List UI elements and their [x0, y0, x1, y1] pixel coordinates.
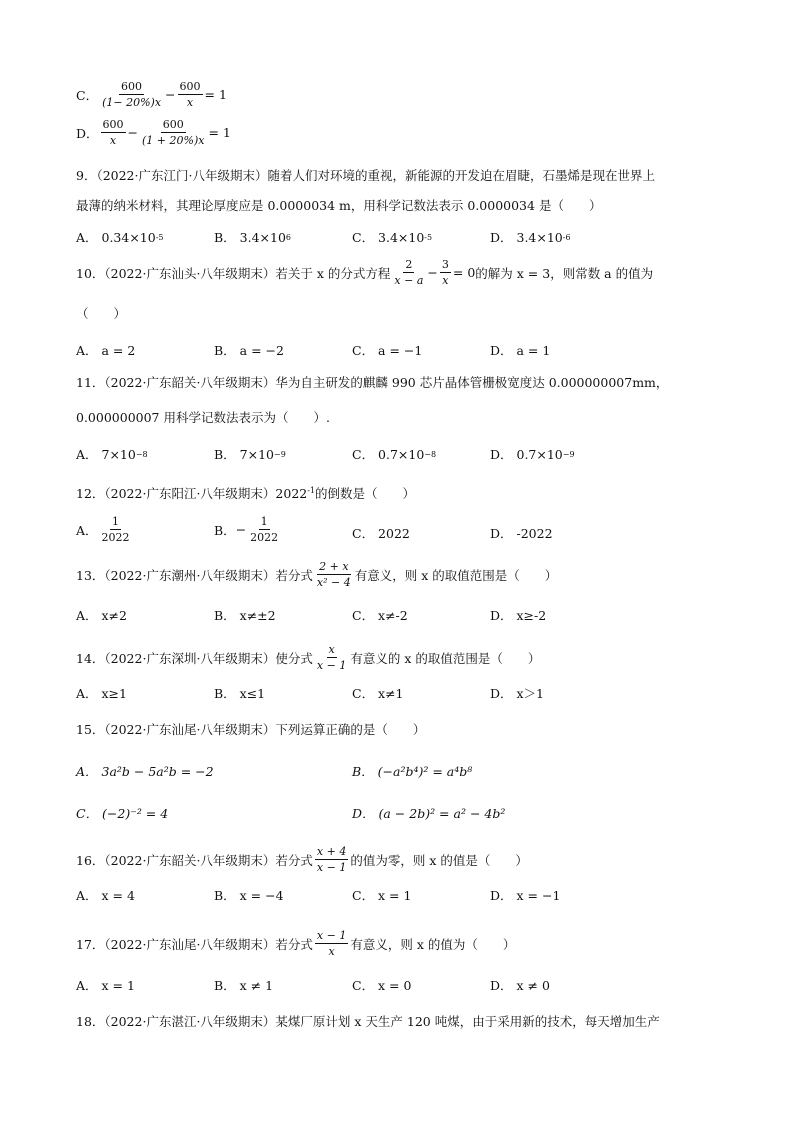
fraction	[315, 643, 348, 672]
option-text: C． 3.4×10	[352, 230, 425, 245]
q10-option-d[interactable]: D． a = 1	[490, 343, 551, 358]
q16-option-b[interactable]: B． x = −4	[214, 888, 284, 903]
option-text: B． 3.4×10	[214, 230, 286, 245]
numerator: 600	[179, 80, 201, 93]
numerator: 2	[405, 258, 413, 271]
option-text: D． 0.7×10	[490, 447, 563, 462]
denominator: x² − 4	[316, 576, 351, 589]
stem-text: 有意义，则 x 的取值范围是（ ）	[354, 567, 558, 583]
q17-option-d[interactable]: D． x ≠ 0	[490, 978, 550, 993]
stem-text: 10．（2022·广东汕头·八年级期末）若关于 x 的分式方程	[76, 265, 391, 281]
numerator: 1	[112, 515, 120, 528]
exponent: −9	[562, 449, 575, 459]
denominator: (1 + 20%)x	[142, 134, 205, 147]
q9-option-d[interactable]	[490, 228, 571, 246]
q14-option-c[interactable]: C． x≠1	[352, 686, 404, 701]
numerator: 600	[121, 80, 143, 93]
fraction	[392, 258, 425, 287]
q18-stem-line1: 18．（2022·广东湛江·八年级期末）某煤厂原计划 x 天生产 120 吨煤，由于采用新的技术，每天增加生产	[76, 1014, 660, 1029]
q15-option-c[interactable]: C． (−2)⁻² = 4	[76, 806, 169, 821]
denominator: x	[328, 945, 335, 958]
option-text: D． 3.4×10	[490, 230, 563, 245]
exponent: -1	[307, 486, 316, 495]
stem-text: 有意义，则 x 的值为（ ）	[350, 936, 516, 952]
exponent: −8	[135, 449, 148, 459]
numerator: x − 1	[316, 929, 347, 942]
denominator: x − a	[394, 274, 424, 287]
equals: = 0	[452, 265, 476, 280]
exponent: −8	[424, 449, 437, 459]
stem-text: 的值为零，则 x 的值是（ ）	[350, 852, 528, 868]
q12-option-b[interactable]	[214, 515, 282, 544]
fraction	[315, 845, 348, 874]
q17-option-b[interactable]: B． x ≠ 1	[214, 978, 274, 993]
q10-stem	[76, 258, 716, 287]
fraction	[315, 929, 348, 958]
equals: = 1	[204, 87, 227, 102]
q12-option-c[interactable]: C． 2022	[352, 526, 410, 541]
stem-text: 的解为 x = 3，则常数 a 的值为	[475, 265, 654, 281]
q11-option-c[interactable]	[352, 445, 436, 463]
numerator: 3	[441, 258, 449, 271]
minus-sign: −	[235, 522, 247, 537]
numerator: 600	[162, 118, 184, 131]
option-text: A． 7×10	[76, 447, 136, 462]
denominator: (1− 20%)x	[102, 96, 162, 109]
fraction	[440, 258, 451, 287]
q8-option-d[interactable]	[76, 118, 716, 147]
q14-stem	[76, 643, 716, 672]
stem-text: 的倒数是（ ）	[315, 486, 416, 501]
q16-option-d[interactable]: D． x = −1	[490, 888, 561, 903]
q10-option-c[interactable]: C． a = −1	[352, 343, 423, 358]
q13-option-c[interactable]: C． x≠-2	[352, 608, 408, 623]
stem-text: 16．（2022·广东韶关·八年级期末）若分式	[76, 852, 313, 868]
q17-option-c[interactable]: C． x = 0	[352, 978, 412, 993]
exponent: -5	[424, 232, 433, 242]
fraction	[140, 118, 206, 147]
q12-option-d[interactable]: D． -2022	[490, 526, 553, 541]
q9-option-c[interactable]	[352, 228, 432, 246]
q9-option-b[interactable]	[214, 228, 291, 246]
q11-option-b[interactable]	[214, 445, 286, 463]
q10-answer-paren: （ ）	[76, 306, 127, 321]
numerator: 600	[102, 118, 124, 131]
option-label: B．	[214, 522, 236, 538]
q8-option-c[interactable]	[76, 80, 716, 109]
fraction	[100, 515, 132, 544]
stem-text: 12．（2022·广东阳江·八年级期末）2022	[76, 486, 308, 501]
fraction	[315, 560, 353, 589]
option-text: B． 7×10	[214, 447, 274, 462]
q10-option-b[interactable]: B． a = −2	[214, 343, 284, 358]
q9-stem-line1: 9．（2022·广东江门·八年级期末）随着人们对环境的重视，新能源的开发迫在眉睫，石墨烯是现在世界上	[76, 168, 655, 183]
denominator: x	[109, 134, 117, 147]
exponent: -6	[562, 232, 571, 242]
q12-stem	[76, 481, 716, 504]
q13-option-b[interactable]: B． x≠±2	[214, 608, 276, 623]
q13-option-d[interactable]: D． x≥-2	[490, 608, 547, 623]
q11-option-a[interactable]	[76, 445, 148, 463]
q15-option-a[interactable]: A． 3a²b − 5a²b = −2	[76, 764, 214, 779]
q15-option-b[interactable]: B． (−a²b⁴)² = a⁴b⁸	[352, 764, 473, 779]
option-label: A．	[76, 522, 98, 538]
q13-option-a[interactable]: A． x≠2	[76, 608, 127, 623]
equals: = 1	[208, 125, 231, 140]
q16-option-a[interactable]: A． x = 4	[76, 888, 135, 903]
exponent: -5	[155, 232, 164, 242]
denominator: 2022	[250, 531, 279, 544]
option-label: C．	[76, 87, 99, 103]
q14-option-a[interactable]: A． x≥1	[76, 686, 127, 701]
q15-stem: 15．（2022·广东汕尾·八年级期末）下列运算正确的是（ ）	[76, 722, 426, 737]
fraction	[178, 80, 203, 109]
denominator: x − 1	[316, 659, 347, 672]
numerator: 1	[260, 515, 268, 528]
fraction	[101, 118, 126, 147]
exponent: −9	[274, 449, 286, 459]
denominator: x	[442, 274, 449, 287]
q17-stem	[76, 929, 716, 958]
minus-sign: −	[127, 125, 139, 140]
q9-option-a[interactable]	[76, 228, 164, 246]
denominator: x	[186, 96, 194, 109]
option-label: D．	[76, 125, 99, 141]
q11-stem-line2: 0.000000007 用科学记数法表示为（ ）.	[76, 410, 330, 425]
minus-sign: −	[165, 87, 176, 102]
q17-option-a[interactable]: A． x = 1	[76, 978, 135, 993]
minus-sign: −	[427, 265, 438, 280]
numerator: 2 + x	[319, 560, 349, 573]
numerator: x + 4	[316, 845, 347, 858]
exponent: 6	[285, 232, 292, 242]
fraction	[248, 515, 280, 544]
q11-option-d[interactable]	[490, 445, 575, 463]
option-text: A． 0.34×10	[76, 230, 156, 245]
q9-stem-line2: 最薄的纳米材料，其理论厚度应是 0.0000034 m，用科学记数法表示 0.0000034 是（ ）	[76, 198, 602, 213]
stem-text: 17．（2022·广东汕尾·八年级期末）若分式	[76, 936, 313, 952]
q16-option-c[interactable]: C． x = 1	[352, 888, 412, 903]
stem-text: 13．（2022·广东潮州·八年级期末）若分式	[76, 567, 313, 583]
q14-option-d[interactable]: D． x＞1	[490, 686, 544, 701]
stem-text: 14．（2022·广东深圳·八年级期末）使分式	[76, 650, 313, 666]
numerator: x	[328, 643, 335, 656]
denominator: x − 1	[316, 861, 347, 874]
stem-text: 有意义的 x 的取值范围是（ ）	[350, 650, 541, 666]
q14-option-b[interactable]: B． x≤1	[214, 686, 266, 701]
q12-option-a[interactable]	[76, 515, 134, 544]
q11-stem-line1: 11．（2022·广东韶关·八年级期末）华为自主研发的麒麟 990 芯片晶体管栅极宽度达 0.000000007mm，	[76, 375, 669, 390]
q16-stem	[76, 845, 716, 874]
q15-option-d[interactable]: D． (a − 2b)² = a² − 4b²	[352, 806, 506, 821]
q10-option-a[interactable]: A． a = 2	[76, 343, 136, 358]
denominator: 2022	[101, 531, 130, 544]
option-text: C． 0.7×10	[352, 447, 425, 462]
fraction	[100, 80, 163, 109]
q13-stem	[76, 560, 716, 589]
